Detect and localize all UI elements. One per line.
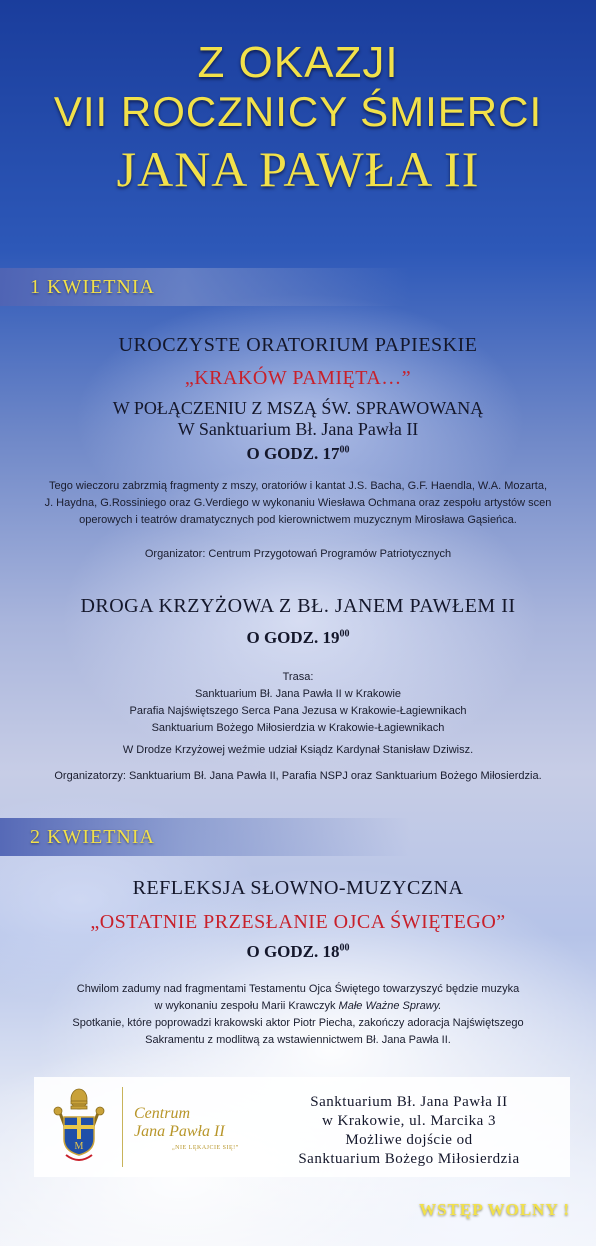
svg-text:M: M xyxy=(74,1141,84,1152)
event3-desc-line: Chwilom zadumy nad fragmentami Testamentu Ojca Świętego towarzyszyć będzie muzyka xyxy=(76,983,520,995)
logo-line-2: Jana Pawła II xyxy=(134,1123,225,1140)
event3-desc-line xyxy=(0,998,596,1015)
address-line: Sanktuarium Bł. Jana Pawła II xyxy=(310,1094,508,1110)
header-line-2: VII ROCZNICY ŚMIERCI xyxy=(53,88,543,135)
event1-desc-line: Tego wieczoru zabrzmią fragmenty z mszy, oratoriów i kantat J.S. Bacha, G.F. Haendla, W.A. Mozarta, xyxy=(48,480,548,492)
event2-time xyxy=(0,628,596,648)
event1-organizer: Organizator: Centrum Przygotowań Programów Patriotycznych xyxy=(144,548,452,560)
event1-title: UROCZYSTE ORATORIUM PAPIESKIE xyxy=(118,334,478,356)
event3-time-hour: O GODZ. 18 xyxy=(246,942,340,961)
venue-address xyxy=(254,1093,564,1169)
event2-participant: W Drodze Krzyżowej weźmie udział Ksiądz Kardynał Stanisław Dziwisz. xyxy=(122,744,474,756)
event1-desc-line: J. Haydna, G.Rossiniego oraz G.Verdiego w wykonaniu Wiesława Ochmana oraz zespołu artystów scen xyxy=(44,497,552,509)
route-stop: Sanktuarium Bł. Jana Pawła II w Krakowie xyxy=(194,688,402,700)
event1-time xyxy=(0,444,596,464)
address-line: Możliwe dojście od xyxy=(345,1132,473,1148)
event1-sub2: W Sanktuarium Bł. Jana Pawła II xyxy=(177,419,419,439)
event3-description xyxy=(0,981,596,1049)
address-line: Sanktuarium Bożego Miłosierdzia xyxy=(298,1151,520,1167)
event2-route xyxy=(0,669,596,737)
event1-time-hour: O GODZ. 17 xyxy=(246,444,340,463)
event1-description xyxy=(0,478,596,529)
divider xyxy=(122,1087,123,1167)
event3-desc-text: w wykonaniu zespołu Marii Krawczyk xyxy=(154,1000,336,1012)
logo-motto: „NIE LĘKAJCIE SIĘ!” xyxy=(172,1145,239,1151)
event2-title: DROGA KRZYŻOWA Z BŁ. JANEM PAWŁEM II xyxy=(80,595,516,617)
event3-name: „OSTATNIE PRZESŁANIE OJCA ŚWIĘTEGO” xyxy=(90,911,506,933)
event3-time xyxy=(0,942,596,962)
header-line-3: JANA PAWŁA II xyxy=(116,141,480,197)
centrum-logo-text xyxy=(134,1105,225,1141)
header-line-1: Z OKAZJI xyxy=(197,38,399,87)
address-line: w Krakowie, ul. Marcika 3 xyxy=(321,1113,497,1129)
event1-desc-line: operowych i teatrów dramatycznych pod kierownictwem muzycznym Mirosława Gąsieńca. xyxy=(79,514,517,526)
event3-desc-line: Spotkanie, które poprowadzi krakowski aktor Piotr Piecha, zakończy adoracja Najświętszego xyxy=(72,1017,524,1029)
route-stop: Sanktuarium Bożego Miłosierdzia w Krakowie-Łagiewnikach xyxy=(151,722,445,734)
route-label: Trasa: xyxy=(282,671,314,683)
day1-band: 1 KWIETNIA xyxy=(0,268,410,306)
event3-time-minutes: 00 xyxy=(339,942,350,954)
logo-line-1: Centrum xyxy=(134,1105,190,1122)
event2-organizers: Organizatorzy: Sanktuarium Bł. Jana Pawła II, Parafia NSPJ oraz Sanktuarium Bożego Miłosierdzia. xyxy=(54,770,542,782)
event2-time-hour: O GODZ. 19 xyxy=(246,628,340,647)
route-stop: Parafia Najświętszego Serca Pana Jezusa w Krakowie-Łagiewnikach xyxy=(129,705,467,717)
band-name: Małe Ważne Sprawy. xyxy=(338,1000,442,1012)
papal-coat-of-arms-icon xyxy=(44,1087,114,1167)
day2-band: 2 KWIETNIA xyxy=(0,818,410,856)
event1-sub1: W POŁĄCZENIU Z MSZĄ ŚW. SPRAWOWANĄ xyxy=(112,398,484,418)
event3-title: REFLEKSJA SŁOWNO-MUZYCZNA xyxy=(132,877,464,899)
event2-time-minutes: 00 xyxy=(339,628,350,640)
event1-name: „KRAKÓW PAMIĘTA…” xyxy=(184,367,412,389)
event1-time-minutes: 00 xyxy=(339,444,350,456)
event3-desc-line: Sakramentu z modlitwą za wstawiennictwem Bł. Jana Pawła II. xyxy=(145,1034,451,1046)
footer-box xyxy=(34,1077,570,1177)
free-entry-label: WSTĘP WOLNY ! xyxy=(419,1200,570,1219)
